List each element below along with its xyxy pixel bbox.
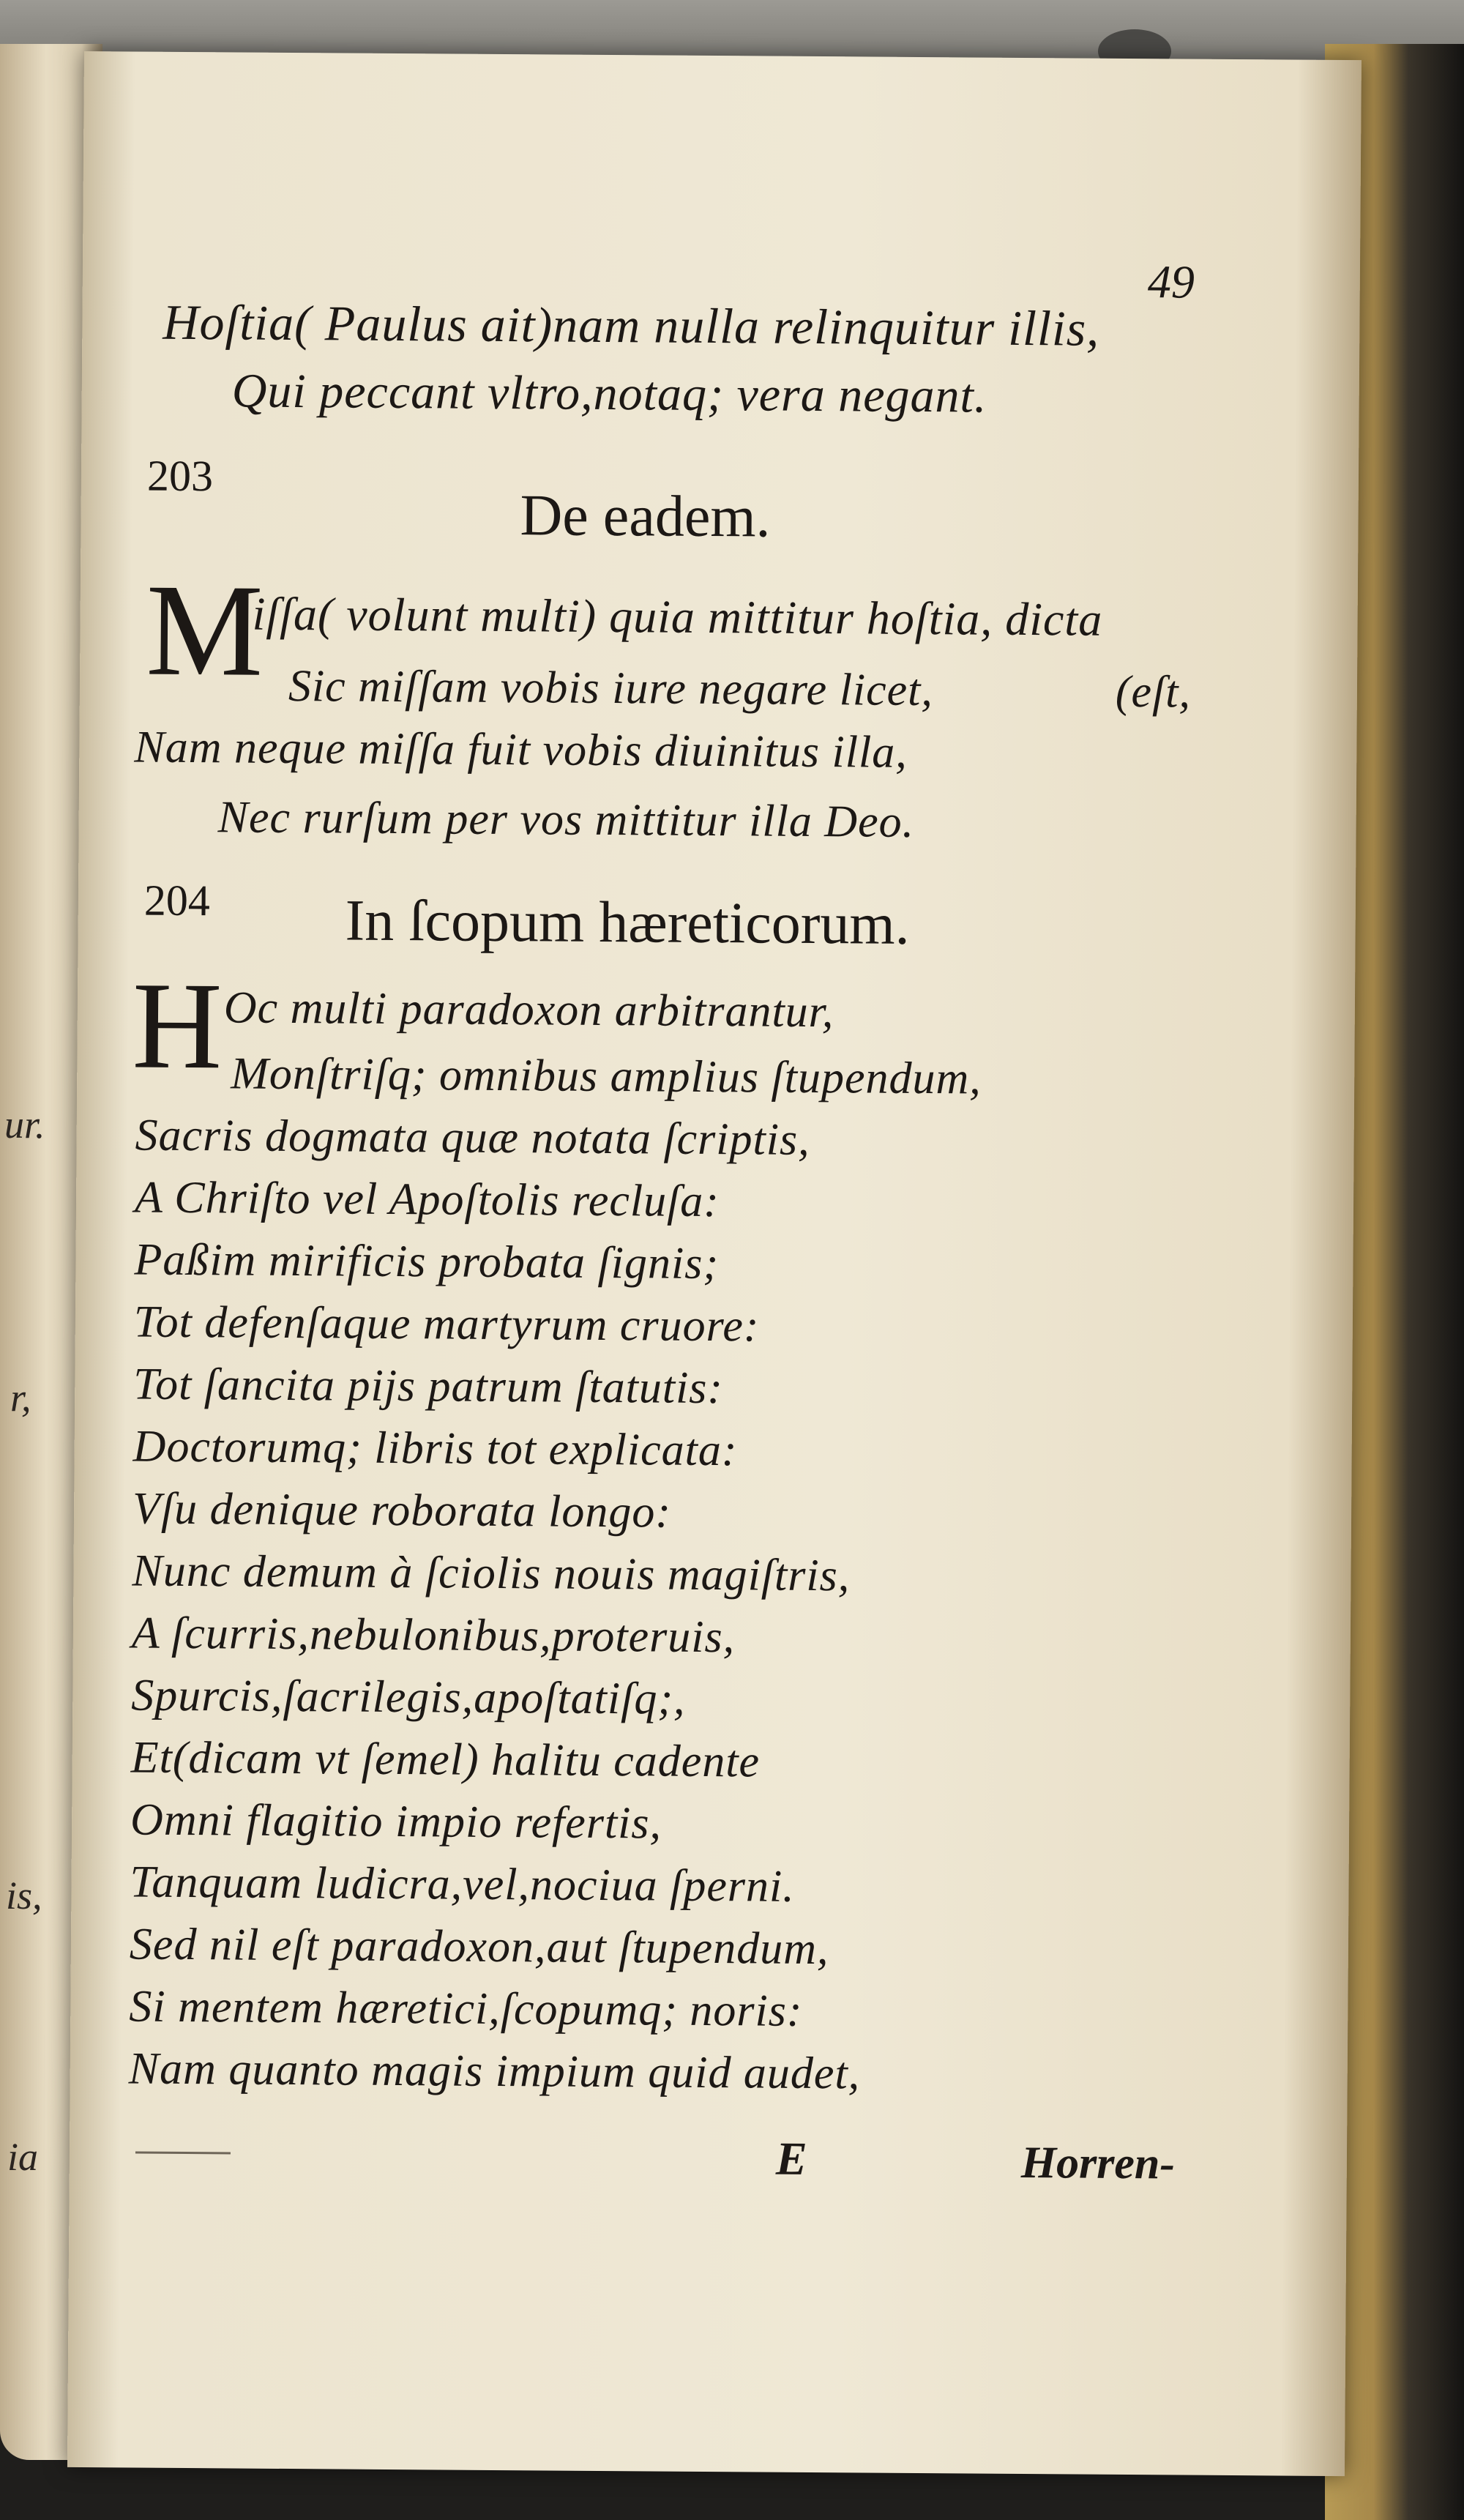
verse-line-turnover: (eſt, (1115, 666, 1192, 717)
opening-line: Qui peccant vltro,notaq; vera negant. (231, 364, 987, 423)
facing-page-fragment: r, (10, 1376, 31, 1420)
verse-line: Tot defenſaque martyrum cruore: (133, 1297, 760, 1352)
facing-page-fragment: ia (7, 2135, 39, 2179)
verse-line: Sed nil eſt paradoxon,aut ſtupendum, (129, 1919, 829, 1975)
catchword: Horren- (1020, 2138, 1176, 2189)
signature-mark: E (775, 2132, 807, 2185)
verse-line: A Chriſto vel Apoſtolis recluſa: (134, 1172, 720, 1227)
verse-line: Si mentem hæretici,ſcopumq; noris: (129, 1981, 803, 2036)
verse-line: Sacris dogmata quæ notata ſcriptis, (135, 1110, 810, 1165)
page-number: 49 (1147, 256, 1195, 308)
epigram-title: De eadem. (520, 483, 771, 550)
epigram-title: In ſcopum hæreticorum. (345, 888, 910, 957)
underline-rule (135, 2152, 231, 2155)
verse-line: Paßim mirificis probata ſignis; (134, 1234, 720, 1289)
epigram-number: 204 (143, 876, 211, 925)
opening-line: Hoſtia( Paulus ait)nam nulla relinquitur illis, (163, 294, 1100, 357)
facing-page-fragment: ur. (4, 1103, 45, 1147)
verse-line: Sic miſſam vobis iure negare licet, (288, 660, 934, 716)
verse-line: Vſu denique roborata longo: (132, 1483, 672, 1537)
verse-line: Nunc demum à ſciolis nouis magiſtris, (132, 1546, 851, 1601)
verse-line: Nec rurſum per vos mittitur illa Deo. (217, 792, 915, 847)
verse-line: Omni flagitio impio refertis, (130, 1794, 662, 1849)
facing-page-fragment: is, (6, 1874, 42, 1917)
verse-line: Nam quanto magis impium quid audet, (128, 2043, 861, 2099)
verse-line: Spurcis,ſacrilegis,apoſtatiſq;, (131, 1670, 686, 1724)
drop-capital: M (145, 556, 264, 704)
verse-line: A ſcurris,nebulonibus,proteruis, (131, 1608, 736, 1663)
verse-line: Monſtriſq; omnibus amplius ſtupendum, (231, 1048, 982, 1104)
drop-capital: H (132, 956, 223, 1095)
book-page (67, 51, 1362, 2476)
verse-line: Oc multi paradoxon arbitrantur, (223, 983, 834, 1037)
verse-line: Tot ſancita pijs patrum ſtatutis: (133, 1359, 724, 1414)
verse-line: Tanquam ludicra,vel,nociua ſperni. (130, 1857, 796, 1912)
verse-line: Et(dicam vt ſemel) halitu cadente (130, 1732, 761, 1787)
verse-line: Nam neque miſſa fuit vobis diuinitus illa, (134, 722, 908, 778)
verse-line: Doctorumq; libris tot explicata: (132, 1421, 738, 1476)
verse-line: iſſa( volunt multi) quia mittitur hoſtia, dicta (252, 587, 1103, 646)
epigram-number: 203 (146, 451, 214, 501)
